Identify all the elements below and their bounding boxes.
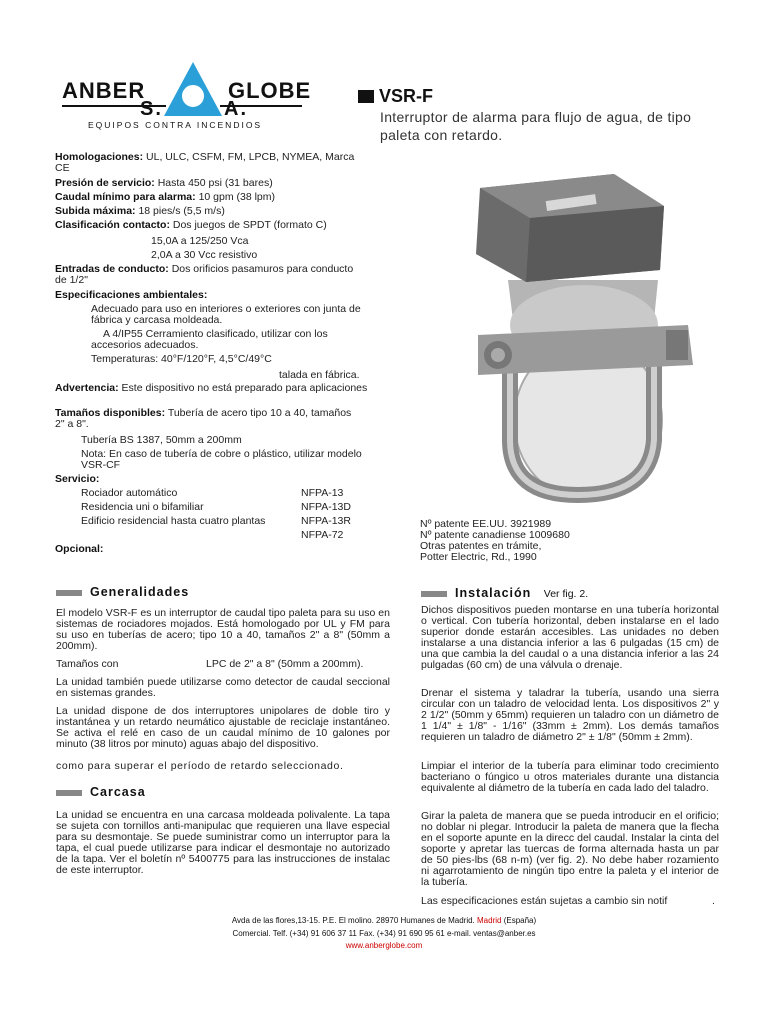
- spec-ambient-line4: accesorios adecuados.: [91, 339, 199, 351]
- carcasa-p1: La unidad se encuentra en una carcasa moldeada polivalente. La tapa se sujeta con tornillos anti-manipulac que requieren una llave especial para su desmontaje. Se puede suministrar como un interruptor para la tapa, el cual puede utilizarse para indicar el desmontaje no autorizado de la tapa. Ver el boletín nº 5400775 para las instrucciones de instalac de este interruptor.: [56, 809, 390, 876]
- service-row-name: Residencia uni o bifamiliar: [81, 501, 204, 513]
- title-marker-icon: [358, 90, 374, 103]
- spec-clasif-line2: 15,0A a 125/250 Vca: [151, 235, 249, 247]
- generalidades-p3: La unidad también puede utilizarse como detector de caudal seccional en sistemas grandes.: [56, 676, 390, 699]
- spec-ambient-line1: Adecuado para uso en interiores o exteriores con junta de: [91, 303, 361, 315]
- instalacion-p1: Dichos dispositivos pueden montarse en una tubería horizontal o vertical. Con tubería horizontal, deben instalarse en el lado superior donde estarán accesibles. Las unidades no deben instalarse a una distancia inferior a las 6 pulgadas (15 cm) de una que cambia la del caudal o a una distancia inferior a las 24 pulgadas (60 cm) de una válvula o drenaje.: [421, 604, 719, 671]
- spec-tamanos: Tamaños disponibles: Tubería de acero tipo 10 a 40, tamaños: [55, 407, 352, 419]
- instalacion-p3: Limpiar el interior de la tubería para eliminar todo crecimiento bacteriano o fúngico u otros materiales durante una distancia equivalente al diámetro de la tubería en cada lado del taladro.: [421, 760, 719, 794]
- spec-ambient-line6: talada en fábrica.: [279, 369, 360, 381]
- generalidades-p1: El modelo VSR-F es un interruptor de caudal tipo paleta para su uso en sistemas de rociadores mojados. Está homologado por UL y FM para su uso en tuberías de acero; tipo 10 a 40, tamaños 2" a 8" (50mm a 200mm).: [56, 607, 390, 652]
- patent-line-3: Otras patentes en trámite,: [420, 540, 542, 552]
- service-row-code: NFPA-13: [301, 487, 344, 499]
- product-photo: [418, 150, 724, 514]
- spec-subida: Subida máxima: 18 pies/s (5,5 m/s): [55, 205, 225, 217]
- spec-opcional-label: Opcional:: [55, 543, 104, 555]
- service-row-code: NFPA-13R: [301, 515, 351, 527]
- spec-advertencia: Advertencia: Este dispositivo no está preparado para aplicaciones: [55, 382, 368, 394]
- product-subtitle-1: Interruptor de alarma para flujo de agua, de tipo: [380, 109, 692, 125]
- spec-tamanos-line5: VSR-CF: [81, 459, 121, 471]
- spec-homologaciones: Homologaciones: UL, ULC, CSFM, FM, LPCB, NYMEA, Marca: [55, 151, 355, 163]
- spec-tamanos-cont: 2" a 8".: [55, 418, 89, 430]
- footer-address: Avda de las flores,13-15. P.E. El molino. 28970 Humanes de Madrid. Madrid (España): [231, 916, 537, 925]
- instalacion-p2: Drenar el sistema y taladrar la tubería, usando una sierra circular con un taladro de velocidad lenta. Los dispositivos 2" y 2 1/2" (50mm y 65mm) requieren un taladro con un diámetro de 1 1/4" ± 1/8" - 1/16" (33mm ± 2mm). Los demás tamaños requieren un taladro de diámetro 2" ± 1/8" (50mm ± 2mm).: [421, 687, 719, 743]
- spec-tamanos-line3: Tubería BS 1387, 50mm a 200mm: [81, 434, 242, 446]
- spec-servicio-label: Servicio:: [55, 473, 100, 485]
- service-row-code: NFPA-13D: [301, 501, 351, 513]
- footer-contact: Comercial. Telf. (+34) 91 606 37 11 Fax. (+34) 91 690 95 61 e-mail. ventas@anber.es: [232, 929, 536, 938]
- spec-entradas-cont: de 1/2": [55, 274, 88, 286]
- logo-triangle-icon: [162, 60, 224, 118]
- product-title: VSR-F: [379, 86, 433, 106]
- patent-line-4: Potter Electric, Rd., 1990: [420, 551, 537, 563]
- patent-line-1: Nº patente EE.UU. 3921989: [420, 518, 552, 530]
- generalidades-p2a: Tamaños con: [56, 658, 119, 670]
- spec-ambient-line3: A 4/IP55 Cerramiento clasificado, utilizar con los: [103, 328, 328, 340]
- patent-line-2: Nº patente canadiense 1009680: [420, 529, 570, 541]
- spec-tamanos-line4: Nota: En caso de tubería de cobre o plástico, utilizar modelo: [81, 448, 362, 460]
- instalacion-figure-ref: Ver fig. 2.: [543, 588, 589, 600]
- company-logo: [62, 60, 312, 130]
- spec-ambient-label: Especificaciones ambientales:: [55, 289, 208, 301]
- footer-website-link[interactable]: www.anberglobe.com: [345, 941, 423, 950]
- spec-homologaciones-cont: CE: [55, 162, 70, 174]
- section-bar-icon: [56, 590, 82, 596]
- logo-word-anber: ANBER: [62, 78, 146, 103]
- generalidades-p2b: LPC de 2" a 8" (50mm a 200mm).: [206, 658, 364, 670]
- logo-tagline: EQUIPOS CONTRA INCENDIOS: [88, 120, 263, 130]
- instalacion-p5-end: .: [712, 895, 715, 907]
- service-row-code: NFPA-72: [301, 529, 344, 541]
- instalacion-p5: Las especificaciones están sujetas a cambio sin notif: [421, 895, 668, 907]
- section-bar-icon: [421, 591, 447, 597]
- section-carcasa-heading: Carcasa: [56, 785, 146, 799]
- logo-sa-s: S.: [140, 98, 163, 120]
- service-row-name: Rociador automático: [81, 487, 178, 499]
- section-instalacion-heading: Instalación Ver fig. 2.: [421, 586, 588, 600]
- spec-entradas: Entradas de conducto: Dos orificios pasamuros para conducto: [55, 263, 354, 275]
- logo-word-globe: GLOBE: [228, 78, 312, 103]
- product-subtitle-2: paleta con retardo.: [380, 127, 503, 143]
- generalidades-p5: como para superar el período de retardo seleccionado.: [56, 760, 344, 772]
- service-row-name: Edificio residencial hasta cuatro plantas: [81, 515, 266, 527]
- section-generalidades-heading: Generalidades: [56, 585, 189, 599]
- spec-ambient-line2: fábrica y carcasa moldeada.: [91, 314, 223, 326]
- generalidades-p4: La unidad dispone de dos interruptores unipolares de doble tiro y instantánea y un retardo neumático ajustable de reciclaje instantáneo. Se activa el relé en caso de un caudal mínimo de 10 galones por minuto (38 litros por minuto) aguas abajo del dispositivo.: [56, 705, 390, 750]
- spec-caudal: Caudal mínimo para alarma: 10 gpm (38 lpm): [55, 191, 276, 203]
- instalacion-p4: Girar la paleta de manera que se pueda introducir en el orificio; no doblar ni plegar. Introducir la paleta de manera que la flecha en el soporte apunte en la direcc del caudal. Instalar la cinta del soporte y apretar las tuercas de forma alternada hasta un par de 50 pies-lbs (68 n-m) (ver fig. 2). No debe haber rozamiento ni agarrotamiento de ningún tipo entre la paleta y el interior de la tubería.: [421, 810, 719, 888]
- logo-sa-a: A.: [224, 98, 248, 120]
- spec-clasif-line3: 2,0A a 30 Vcc resistivo: [151, 249, 258, 261]
- spec-ambient-line5: Temperaturas: 40°F/120°F, 4,5°C/49°C: [91, 353, 272, 365]
- section-bar-icon: [56, 790, 82, 796]
- spec-presion: Presión de servicio: Hasta 450 psi (31 bares): [55, 177, 273, 189]
- spec-clasificacion: Clasificación contacto: Dos juegos de SPDT (formato C): [55, 219, 327, 231]
